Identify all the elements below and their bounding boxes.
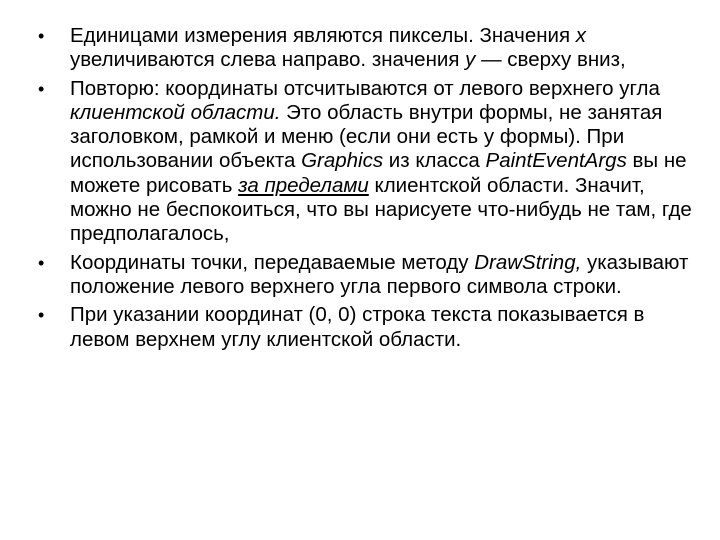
bullet-text <box>70 251 688 298</box>
text-run: — сверху вниз, <box>475 48 626 72</box>
bullet-text <box>70 24 626 71</box>
emphasized-text: DrawString, <box>474 250 582 274</box>
text-run: Единицами измерения являются пикселы. Значения <box>70 24 576 47</box>
bullet-item <box>36 24 696 73</box>
bullet-item <box>36 251 696 300</box>
bullet-marker: • <box>38 26 45 46</box>
emphasized-text: клиентской области. <box>70 100 281 124</box>
text-run: увеличиваются слева направо. значения <box>70 48 466 72</box>
bullet-text <box>70 303 644 350</box>
bullet-marker: • <box>38 78 45 99</box>
text-run: Повторю: координаты отсчитываются от левого верхнего угла <box>70 76 660 100</box>
text-run: указывают положение левого верхнего угла первого символа строки. <box>70 250 689 298</box>
bullet-item <box>36 303 696 352</box>
text-run: вы не можете рисовать <box>70 149 687 197</box>
text-run: Это область внутри формы, не занятая заголовком, рамкой и меню (если они есть у формы). При использовании объекта <box>70 100 663 173</box>
emphasized-text: Graphics <box>301 149 384 173</box>
bullet-item <box>36 77 696 247</box>
bullet-list <box>36 24 696 356</box>
text-run: При указании координат (0, 0) строка текста показывается в левом верхнем углу клиентской области. <box>70 303 645 351</box>
emphasized-text: PaintEventArgs <box>485 149 627 173</box>
text-run: клиентской области. Значит, можно не беспокоиться, что вы нарисуете что-нибудь не там, где предполагалось, <box>70 173 692 246</box>
bullet-text <box>70 77 692 246</box>
text-run: из класса <box>383 149 486 173</box>
emphasized-text: y <box>465 48 476 72</box>
text-run: Координаты точки, передаваемые методу <box>70 250 475 274</box>
bullet-marker: • <box>38 305 45 326</box>
bullet-marker: • <box>38 252 45 273</box>
emphasized-text: x <box>575 24 587 47</box>
emphasized-text: за пределами <box>238 173 369 197</box>
